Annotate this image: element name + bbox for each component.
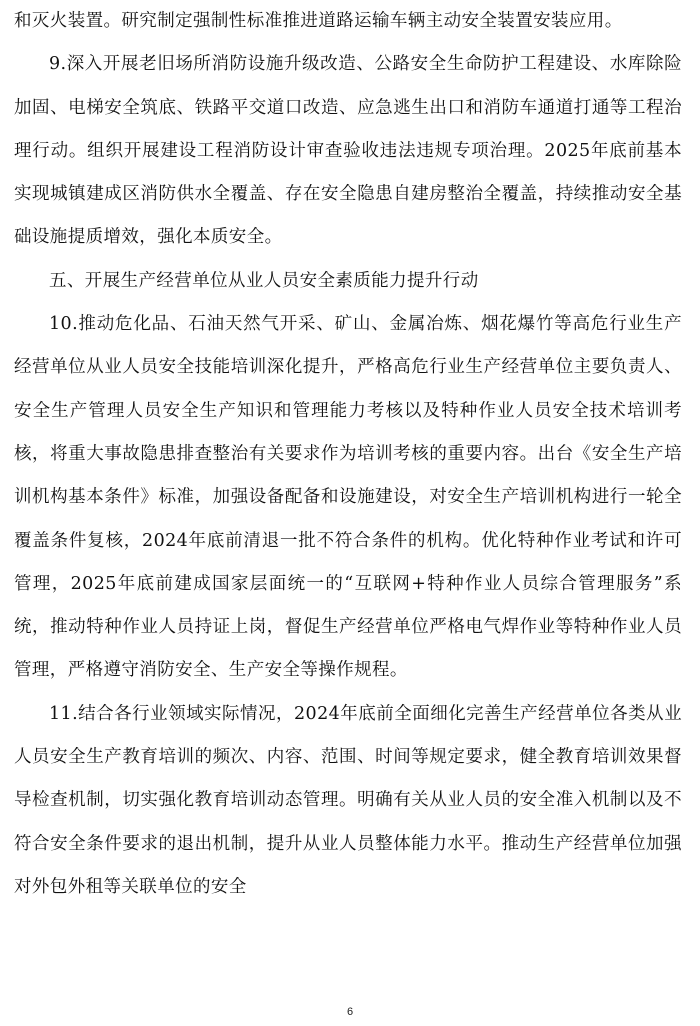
section-heading-5: 五、开展生产经营单位从业人员安全素质能力提升行动 [49,270,479,291]
body-text [14,0,682,909]
paragraph-item-10: 10.推动危化品、石油天然气开采、矿山、金属冶炼、烟花爆竹等高危行业生产经营单位从业人员安全技能培训深化提升，严格高危行业生产经营单位主要负责人、安全生产管理人员安全生产知识和管理能力考核以及特种作业人员安全技术培训考核，将重大事故隐患排查整治有关要求作为培训考核的重要内容。出台《安全生产培训机构基本条件》标准，加强设备配备和设施建设，对安全生产培训机构进行一轮全覆盖条件复核，2024年底前清退一批不符合条件的机构。优化特种作业考试和许可管理，2025年底前建成国家层面统一的“互联网+特种作业人员综合管理服务”系统，推动特种作业人员持证上岗，督促生产经营单位严格电气焊作业等特种作业人员管理，严格遵守消防安全、生产安全等操作规程。 [14,314,682,681]
page-number: 6 [346,1006,354,1018]
paragraph-item-9: 9.深入开展老旧场所消防设施升级改造、公路安全生命防护工程建设、水库除险加固、电梯安全筑底、铁路平交道口改造、应急逃生出口和消防车通道打通等工程治理行动。组织开展建设工程消防设计审查验收违法违规专项治理。2025年底前基本实现城镇建成区消防供水全覆盖、存在安全隐患自建房整治全覆盖，持续推动安全基础设施提质增效，强化本质安全。 [14,54,682,248]
paragraph-continuation: 和灭火装置。研究制定强制性标准推进道路运输车辆主动安全装置安装应用。 [14,11,623,31]
paragraph-item-11: 11.结合各行业领域实际情况，2024年底前全面细化完善生产经营单位各类从业人员安全生产教育培训的频次、内容、范围、时间等规定要求，健全教育培训效果督导检查机制，切实强化教育培训动态管理。明确有关从业人员的安全准入机制以及不符合安全条件要求的退出机制，提升从业人员整体能力水平。推动生产经营单位加强对外包外租等关联单位的安全 [14,703,682,897]
